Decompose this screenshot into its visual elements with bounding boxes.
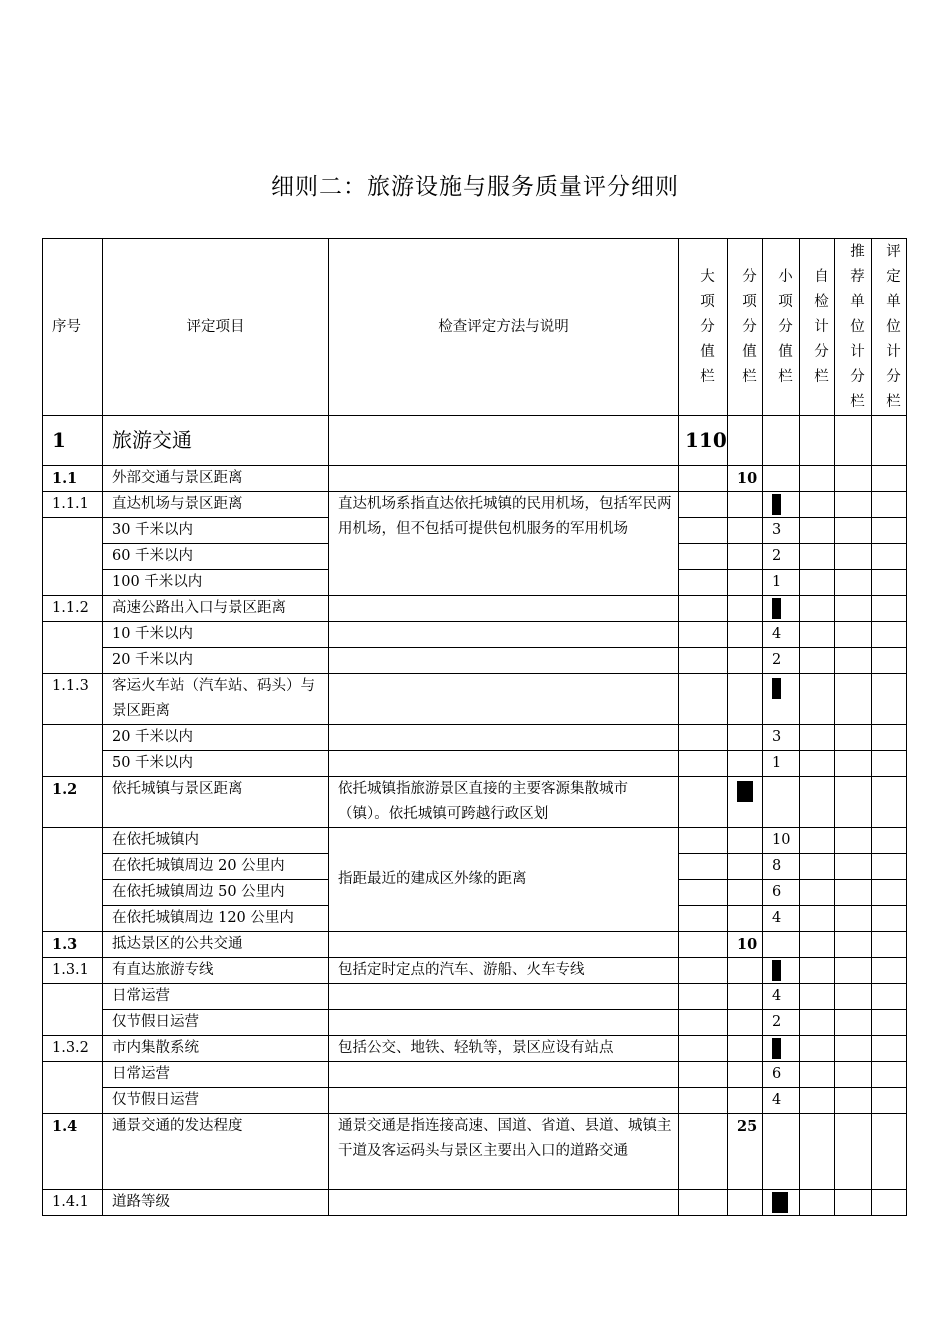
- filled-block-mark: [772, 1192, 788, 1213]
- table-row: [43, 466, 907, 492]
- minor-score-cell: 6: [763, 880, 800, 906]
- filled-block-mark: [772, 598, 781, 619]
- item-cell: 通景交通的发达程度: [103, 1114, 329, 1190]
- table-row: [43, 932, 907, 958]
- item-cell: 10 千米以内: [103, 622, 329, 648]
- table-row: [43, 828, 907, 854]
- table-row: [43, 777, 907, 828]
- minor-score-cell: 6: [763, 1062, 800, 1088]
- header-rating: 评 定 单 位 计 分 栏: [872, 239, 907, 416]
- method-cell: 依托城镇指旅游景区直接的主要客源集散城市（镇）。依托城镇可跨越行政区划: [329, 777, 679, 828]
- table-row: [43, 958, 907, 984]
- minor-score-cell: 3: [763, 725, 800, 751]
- header-minor: 小 项 分 值 栏: [763, 239, 800, 416]
- table-row: [43, 1114, 907, 1190]
- method-cell: 包括公交、地铁、轻轨等，景区应设有站点: [329, 1036, 679, 1062]
- seq-cell: 1: [43, 416, 103, 466]
- filled-block-mark: [772, 678, 781, 699]
- minor-score-cell: 1: [763, 751, 800, 777]
- item-cell: 仅节假日运营: [103, 1088, 329, 1114]
- section-score-cell: 10: [728, 466, 763, 492]
- method-cell: 指距最近的建成区外缘的距离: [329, 828, 679, 932]
- header-seq: 序号: [43, 239, 103, 416]
- item-cell: 依托城镇与景区距离: [103, 777, 329, 828]
- item-cell: 外部交通与景区距离: [103, 466, 329, 492]
- header-section: 分 项 分 值 栏: [728, 239, 763, 416]
- table-row: [43, 596, 907, 622]
- minor-score-cell: 10: [763, 828, 800, 854]
- seq-cell: 1.2: [43, 777, 103, 828]
- minor-score-cell: 2: [763, 544, 800, 570]
- item-cell: 仅节假日运营: [103, 1010, 329, 1036]
- item-cell: 抵达景区的公共交通: [103, 932, 329, 958]
- method-cell: 直达机场系指直达依托城镇的民用机场，包括军民两用机场，但不包括可提供包机服务的军用机场: [329, 492, 679, 596]
- item-cell: 旅游交通: [103, 416, 329, 466]
- table-row: [43, 1088, 907, 1114]
- filled-block-mark: [772, 1038, 781, 1059]
- header-recommend: 推 荐 单 位 计 分 栏: [835, 239, 872, 416]
- method-cell: [329, 416, 679, 466]
- seq-cell: 1.4.1: [43, 1190, 103, 1216]
- table-row: [43, 725, 907, 751]
- rating-table: [42, 238, 907, 1216]
- table-row: [43, 674, 907, 725]
- header-method: 检查评定方法与说明: [329, 239, 679, 416]
- item-cell: 日常运营: [103, 1062, 329, 1088]
- seq-cell: 1.1.1: [43, 492, 103, 518]
- seq-cell: 1.3.1: [43, 958, 103, 984]
- item-cell: 30 千米以内: [103, 518, 329, 544]
- minor-score-cell: 4: [763, 1088, 800, 1114]
- table-row: [43, 492, 907, 518]
- table-row: [43, 1010, 907, 1036]
- item-cell: 50 千米以内: [103, 751, 329, 777]
- item-cell: 在依托城镇周边 120 公里内: [103, 906, 329, 932]
- header-item: 评定项目: [103, 239, 329, 416]
- minor-score-cell: 8: [763, 854, 800, 880]
- item-cell: 客运火车站（汽车站、码头）与景区距离: [103, 674, 329, 725]
- seq-cell: 1.1: [43, 466, 103, 492]
- item-cell: 市内集散系统: [103, 1036, 329, 1062]
- minor-score-cell: 2: [763, 648, 800, 674]
- item-cell: 20 千米以内: [103, 725, 329, 751]
- major-score-cell: 110: [679, 416, 728, 466]
- item-cell: 20 千米以内: [103, 648, 329, 674]
- table-row: [43, 984, 907, 1010]
- minor-score-cell: 1: [763, 570, 800, 596]
- table-row: [43, 1190, 907, 1216]
- seq-cell: 1.1.2: [43, 596, 103, 622]
- item-cell: 有直达旅游专线: [103, 958, 329, 984]
- seq-cell: 1.3.2: [43, 1036, 103, 1062]
- table-row: [43, 416, 907, 466]
- item-cell: 在依托城镇内: [103, 828, 329, 854]
- table-row: [43, 751, 907, 777]
- minor-score-cell: 2: [763, 1010, 800, 1036]
- item-cell: 日常运营: [103, 984, 329, 1010]
- section-score-cell: 10: [728, 932, 763, 958]
- section-score-cell: 25: [728, 1114, 763, 1190]
- header-self: 自 检 计 分 栏: [800, 239, 835, 416]
- item-cell: 直达机场与景区距离: [103, 492, 329, 518]
- table-row: [43, 622, 907, 648]
- item-cell: 在依托城镇周边 20 公里内: [103, 854, 329, 880]
- filled-block-mark: [772, 960, 781, 981]
- item-cell: 高速公路出入口与景区距离: [103, 596, 329, 622]
- table-row: [43, 1036, 907, 1062]
- minor-score-cell: 4: [763, 906, 800, 932]
- seq-cell: 1.1.3: [43, 674, 103, 725]
- table-row: [43, 1062, 907, 1088]
- item-cell: 100 千米以内: [103, 570, 329, 596]
- minor-score-cell: 4: [763, 622, 800, 648]
- item-cell: 道路等级: [103, 1190, 329, 1216]
- minor-score-cell: 4: [763, 984, 800, 1010]
- item-cell: 60 千米以内: [103, 544, 329, 570]
- table-row: [43, 648, 907, 674]
- header-row: [43, 239, 907, 416]
- filled-block-mark: [737, 781, 753, 802]
- item-cell: 在依托城镇周边 50 公里内: [103, 880, 329, 906]
- method-cell: 包括定时定点的汽车、游船、火车专线: [329, 958, 679, 984]
- seq-cell: 1.3: [43, 932, 103, 958]
- header-major: 大 项 分 值 栏: [679, 239, 728, 416]
- seq-cell: 1.4: [43, 1114, 103, 1190]
- minor-score-cell: 3: [763, 518, 800, 544]
- page-title: 细则二：旅游设施与服务质量评分细则: [271, 174, 679, 200]
- filled-block-mark: [772, 494, 781, 515]
- method-cell: 通景交通是指连接高速、国道、省道、县道、城镇主干道及客运码头与景区主要出入口的道路交通: [329, 1114, 679, 1190]
